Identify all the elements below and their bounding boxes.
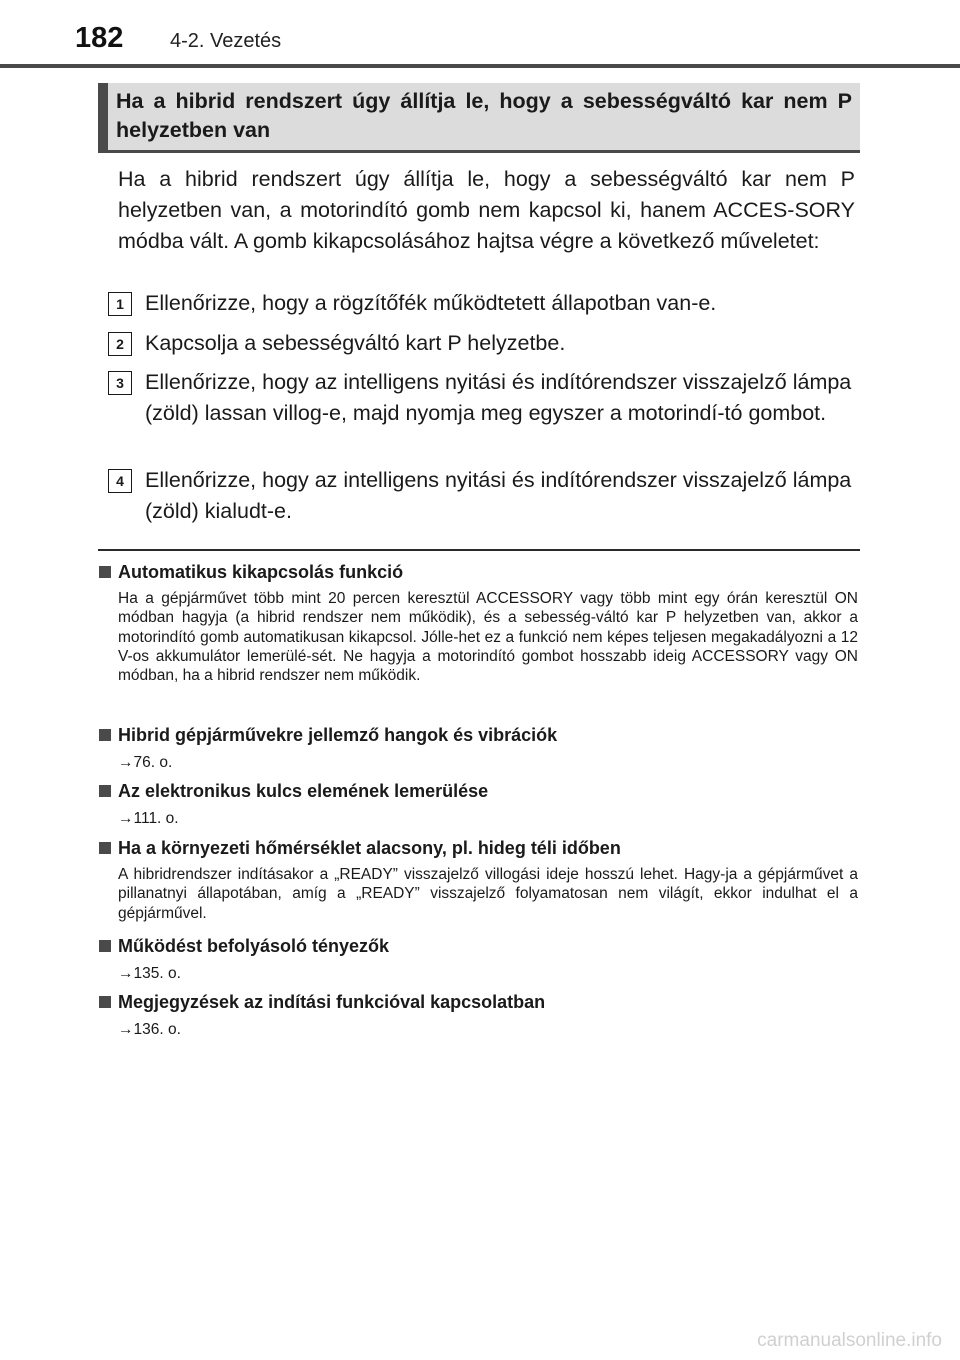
page-reference [118,809,858,829]
note-body: A hibridrendszer indításakor a „READY” visszajelző villogási ideje hosszú lehet. Hagy-ja a gépjárművet a pillanatnyi állapotában, amíg a „READY” visszajelző folyamatosan nem világít, ekkor indulhat el a gépjárművel. [118,866,858,922]
page-number: 182 [75,22,124,54]
note-auto-off [98,560,858,685]
page-reference [118,1020,858,1040]
header-rule [0,64,960,68]
arrow-right-icon: → [118,1021,134,1038]
note-heading: Működést befolyásoló tényezők [118,936,390,956]
note-start-function [98,990,858,1040]
square-bullet-icon [99,729,111,741]
square-bullet-icon [99,566,111,578]
square-bullet-icon [99,940,111,952]
square-bullet-icon [99,785,111,797]
page-reference [118,753,858,773]
note-key-battery [98,779,858,829]
note-sounds [98,723,858,773]
step-number-badge: 1 [108,292,132,316]
arrow-right-icon: → [118,965,134,982]
section-label: 4-2. Vezetés [170,30,282,52]
step-number-badge: 4 [108,469,132,493]
intro-paragraph: Ha a hibrid rendszert úgy állítja le, hogy a sebességváltó kar nem P helyzetben van, a motorindító gomb nem kapcsol ki, hanem ACCES-SORY módba vált. A gomb kikapcsolásához hajtsa végre a következő műveletet: [118,167,855,253]
square-bullet-icon [99,996,111,1008]
note-body: Ha a gépjárművet több mint 20 percen keresztül ACCESSORY vagy több mint egy órán keresztül ON módban hagyja (a hibrid rendszer nem működik), és a sebesség-váltó kar P helyzetben van, akkor a motorindító gomb automatikusan kikapcsol. Jólle-het ez a funkció nem képes teljesen megakadályozni a 12 V-os akkumulátor lemerülé-sét. Ne hagyja a motorindító gombot hosszabb ideig ACCESSORY vagy ON módban, ha a hibrid rendszer nem működik. [118,590,858,685]
section-divider [98,549,860,551]
page-reference-link[interactable]: 111. o. [133,810,179,827]
step-number-badge: 2 [108,332,132,356]
step-text: Ellenőrizze, hogy az intelligens nyitási és indítórendszer visszajelző lámpa (zöld) lassan villog-e, majd nyomja meg egyszer a motorindí-tó gombot. [145,370,852,425]
page-reference-link[interactable]: 136. o. [133,1021,181,1038]
arrow-right-icon: → [118,754,134,771]
title-accent-bar [98,83,108,150]
note-cold-weather [98,836,858,923]
section-title: Ha a hibrid rendszert úgy állítja le, hogy a sebességváltó kar nem P helyzetben van [116,89,852,142]
section-title-box [98,83,860,153]
step-text: Ellenőrizze, hogy az intelligens nyitási és indítórendszer visszajelző lámpa (zöld) kialudt-e. [145,468,852,523]
page-header [0,0,960,70]
note-heading: Ha a környezeti hőmérséklet alacsony, pl. hideg téli időben [118,838,621,858]
page-reference [118,964,858,984]
note-heading: Hibrid gépjárművekre jellemző hangok és vibrációk [118,725,558,745]
square-bullet-icon [99,842,111,854]
step-text: Ellenőrizze, hogy a rögzítőfék működtetett állapotban van-e. [145,291,717,315]
note-heading: Automatikus kikapcsolás funkció [118,562,404,582]
step-text: Kapcsolja a sebességváltó kart P helyzetbe. [145,331,566,355]
step-number-badge: 3 [108,371,132,395]
note-factors [98,934,858,984]
note-heading: Az elektronikus kulcs elemének lemerülése [118,781,489,801]
page-reference-link[interactable]: 135. o. [133,965,181,982]
arrow-right-icon: → [118,810,134,827]
note-heading: Megjegyzések az indítási funkcióval kapcsolatban [118,992,546,1012]
watermark: carmanualsonline.info [757,1330,942,1351]
page-reference-link[interactable]: 76. o. [133,754,173,771]
